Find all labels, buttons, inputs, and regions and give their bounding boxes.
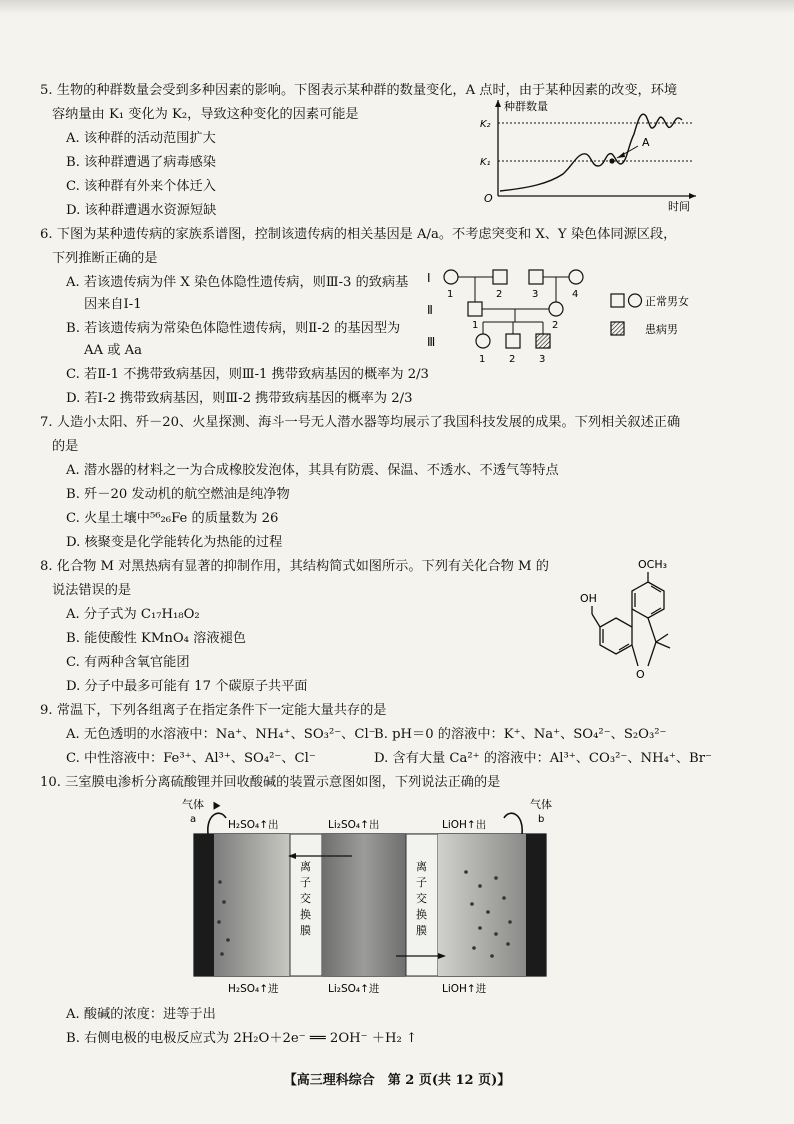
q6-option-a-line2: 因来自Ⅰ-1 <box>84 297 142 312</box>
lioh-in-label: LiOH↑进 <box>442 983 487 995</box>
right-membrane-char-1: 离 <box>416 860 427 873</box>
svg-text:交: 交 <box>416 892 427 905</box>
salt-chamber <box>322 834 406 976</box>
gas-right-label: 气体 <box>530 798 552 811</box>
li2so4-out-label: Li₂SO₄↑出 <box>328 819 380 831</box>
q6-option-c: C. 若Ⅱ-1 不携带致病基因，则Ⅲ-1 携带致病基因的概率为 2/3 <box>66 367 429 382</box>
gas-left-arrow <box>208 813 226 834</box>
time-axis-arrow <box>689 193 696 199</box>
q9-option-b: B. pH＝0 的溶液中：K⁺、Na⁺、SO₄²⁻、S₂O₃²⁻ <box>374 727 667 742</box>
q6-option-b-line2: AA 或 Aa <box>84 343 143 358</box>
q9-stem: 9. 常温下，下列各组离子在指定条件下一定能大量共存的是 <box>40 703 387 718</box>
q6-option-b-line1: B. 若该遗传病为常染色体隐性遗传病，则Ⅱ-2 的基因型为 <box>66 321 401 336</box>
q6-stem-line2: 下列推断正确的是 <box>52 251 158 266</box>
q5-option-c: C. 该种群有外来个体迁入 <box>66 179 216 194</box>
right-electrode <box>526 834 546 976</box>
q7-stem-line2: 的是 <box>52 439 79 454</box>
point-a-label: A <box>642 136 650 149</box>
point-a-dot <box>609 158 614 163</box>
q6-option-d: D. 若Ⅰ-2 携带致病基因，则Ⅲ-2 携带致病基因的概率为 2/3 <box>66 391 413 406</box>
i-2-male <box>493 270 507 284</box>
svg-text:子: 子 <box>300 876 311 889</box>
q5-option-d: D. 该种群遭遇水资源短缺 <box>66 203 217 218</box>
q7-option-c: C. 火星土壤中⁵⁶₂₆Fe 的质量数为 26 <box>66 511 279 526</box>
ii-2-number: 2 <box>552 320 559 331</box>
svg-text:膜: 膜 <box>300 924 311 937</box>
population-axis-arrow <box>495 100 501 107</box>
iii-1-number: 1 <box>479 354 486 365</box>
q6-stem-line1: 6. 下图为某种遗传病的家族系谱图，控制该遗传病的相关基因是 A/a。不考虑突变和 X、Y 染色体同源区段， <box>40 227 677 242</box>
i-3-number: 3 <box>532 289 539 300</box>
li2so4-in-label: Li₂SO₄↑进 <box>328 983 380 995</box>
k1-label: K₁ <box>480 157 491 168</box>
k2-label: K₂ <box>480 119 491 130</box>
ii-2-female <box>549 302 563 316</box>
time-axis-label: 时间 <box>668 200 690 213</box>
q5-stem-line1: 5. 生物的种群数量会受到多种因素的影响。下图表示某种群的数量变化，A 点时，由于某种因素的改变，环境 <box>40 83 678 98</box>
svg-text:膜: 膜 <box>416 924 427 937</box>
q8-option-a: A. 分子式为 C₁₇H₁₈O₂ <box>66 607 200 622</box>
q7-option-d: D. 核聚变是化学能转化为热能的过程 <box>66 535 283 550</box>
legend-affected-text: 患病男 <box>645 323 678 336</box>
gen-3-label: Ⅲ <box>427 335 436 349</box>
population-graph <box>478 96 704 216</box>
legend-normal-female <box>629 294 642 307</box>
page-top-edge <box>0 0 794 14</box>
q7-stem-line1: 7. 人造小太阳、歼－20、火星探测、海斗一号无人潜水器等均展示了我国科技发展的成果。下列相关叙述正确 <box>40 415 681 430</box>
iii-2-male <box>506 334 520 348</box>
h2so4-in-label: H₂SO₄↑进 <box>228 983 279 995</box>
point-a-arrowhead <box>617 152 625 158</box>
electrode-a-label: a <box>190 814 197 825</box>
ii-1-number: 1 <box>472 320 479 331</box>
q5-stem-line2: 容纳量由 K₁ 变化为 K₂，导致这种变化的因素可能是 <box>52 107 359 122</box>
legend-affected-male <box>611 322 624 335</box>
q5-option-b: B. 该种群遭遇了病毒感染 <box>66 155 216 170</box>
i-4-number: 4 <box>572 289 579 300</box>
svg-text:子: 子 <box>416 876 427 889</box>
population-curve <box>500 114 682 191</box>
h2so4-out-label: H₂SO₄↑出 <box>228 819 279 831</box>
left-electrode <box>194 834 214 976</box>
iii-2-number: 2 <box>509 354 516 365</box>
pedigree-chart <box>425 262 715 366</box>
q8-stem-line1: 8. 化合物 M 对黑热病有显著的抑制作用，其结构简式如图所示。下列有关化合物 M 的 <box>40 559 549 574</box>
q7-option-b: B. 歼－20 发动机的航空燃油是纯净物 <box>66 487 290 502</box>
base-chamber <box>438 834 526 976</box>
left-membrane-char-1: 离 <box>300 860 311 873</box>
i-2-number: 2 <box>496 289 503 300</box>
page-footer: 【高三理科综合 第 2 页(共 12 页)】 <box>283 1073 511 1088</box>
legend-normal-text: 正常男女 <box>645 295 689 308</box>
q8-stem-line2: 说法错误的是 <box>52 583 132 598</box>
gas-left-label: 气体 <box>182 798 204 811</box>
right-membrane <box>406 834 438 976</box>
gen-1-label: Ⅰ <box>427 271 431 285</box>
q8-option-d: D. 分子中最多可能有 17 个碳原子共平面 <box>66 679 308 694</box>
q6-option-a-line1: A. 若该遗传病为伴 X 染色体隐性遗传病，则Ⅲ-3 的致病基 <box>66 275 409 290</box>
ii-1-male <box>468 302 482 316</box>
structure-bonds <box>592 572 670 666</box>
q5-option-a: A. 该种群的活动范围扩大 <box>66 131 216 146</box>
iii-3-number: 3 <box>539 354 546 365</box>
i-1-number: 1 <box>447 289 454 300</box>
i-1-female <box>444 270 458 284</box>
population-axis-label: 种群数量 <box>504 100 548 113</box>
q10-stem: 10. 三室膜电渗析分离硫酸锂并回收酸碱的装置示意图如图，下列说法正确的是 <box>40 775 501 790</box>
q8-option-c: C. 有两种含氧官能团 <box>66 655 190 670</box>
q9-option-c: C. 中性溶液中：Fe³⁺、Al³⁺、SO₄²⁻、Cl⁻ <box>66 751 316 766</box>
compound-m-structure <box>572 556 692 686</box>
electrodialysis-cell <box>180 794 560 1002</box>
gas-right-arrow <box>504 813 522 834</box>
q10-option-a: A. 酸碱的浓度：进等于出 <box>66 1007 216 1022</box>
lioh-out-label: LiOH↑出 <box>442 819 487 831</box>
oh-label: OH <box>580 592 597 605</box>
och3-label: OCH₃ <box>638 558 668 571</box>
iii-1-female <box>476 334 490 348</box>
acid-chamber <box>214 834 290 976</box>
svg-text:换: 换 <box>300 908 311 921</box>
i-4-female <box>569 270 583 284</box>
electrode-b-label: b <box>538 814 545 825</box>
ring-oxygen-label: O <box>636 668 645 681</box>
gen-2-label: Ⅱ <box>427 303 433 317</box>
q7-option-a: A. 潜水器的材料之一为合成橡胶发泡体，其具有防震、保温、不透水、不透气等特点 <box>66 463 559 478</box>
iii-3-affected-male <box>536 334 550 348</box>
origin-label: O <box>484 192 493 205</box>
q9-option-d: D. 含有大量 Ca²⁺ 的溶液中：Al³⁺、CO₃²⁻、NH₄⁺、Br⁻ <box>374 751 712 766</box>
legend-normal-male <box>611 294 624 307</box>
svg-text:换: 换 <box>416 908 427 921</box>
svg-text:交: 交 <box>300 892 311 905</box>
q8-option-b: B. 能使酸性 KMnO₄ 溶液褪色 <box>66 631 246 646</box>
i-3-male <box>529 270 543 284</box>
q9-option-a: A. 无色透明的水溶液中：Na⁺、NH₄⁺、SO₃²⁻、Cl⁻ <box>66 727 376 742</box>
q10-option-b: B. 右侧电极的电极反应式为 2H₂O＋2e⁻ ══ 2OH⁻ ＋H₂ ↑ <box>66 1031 417 1046</box>
